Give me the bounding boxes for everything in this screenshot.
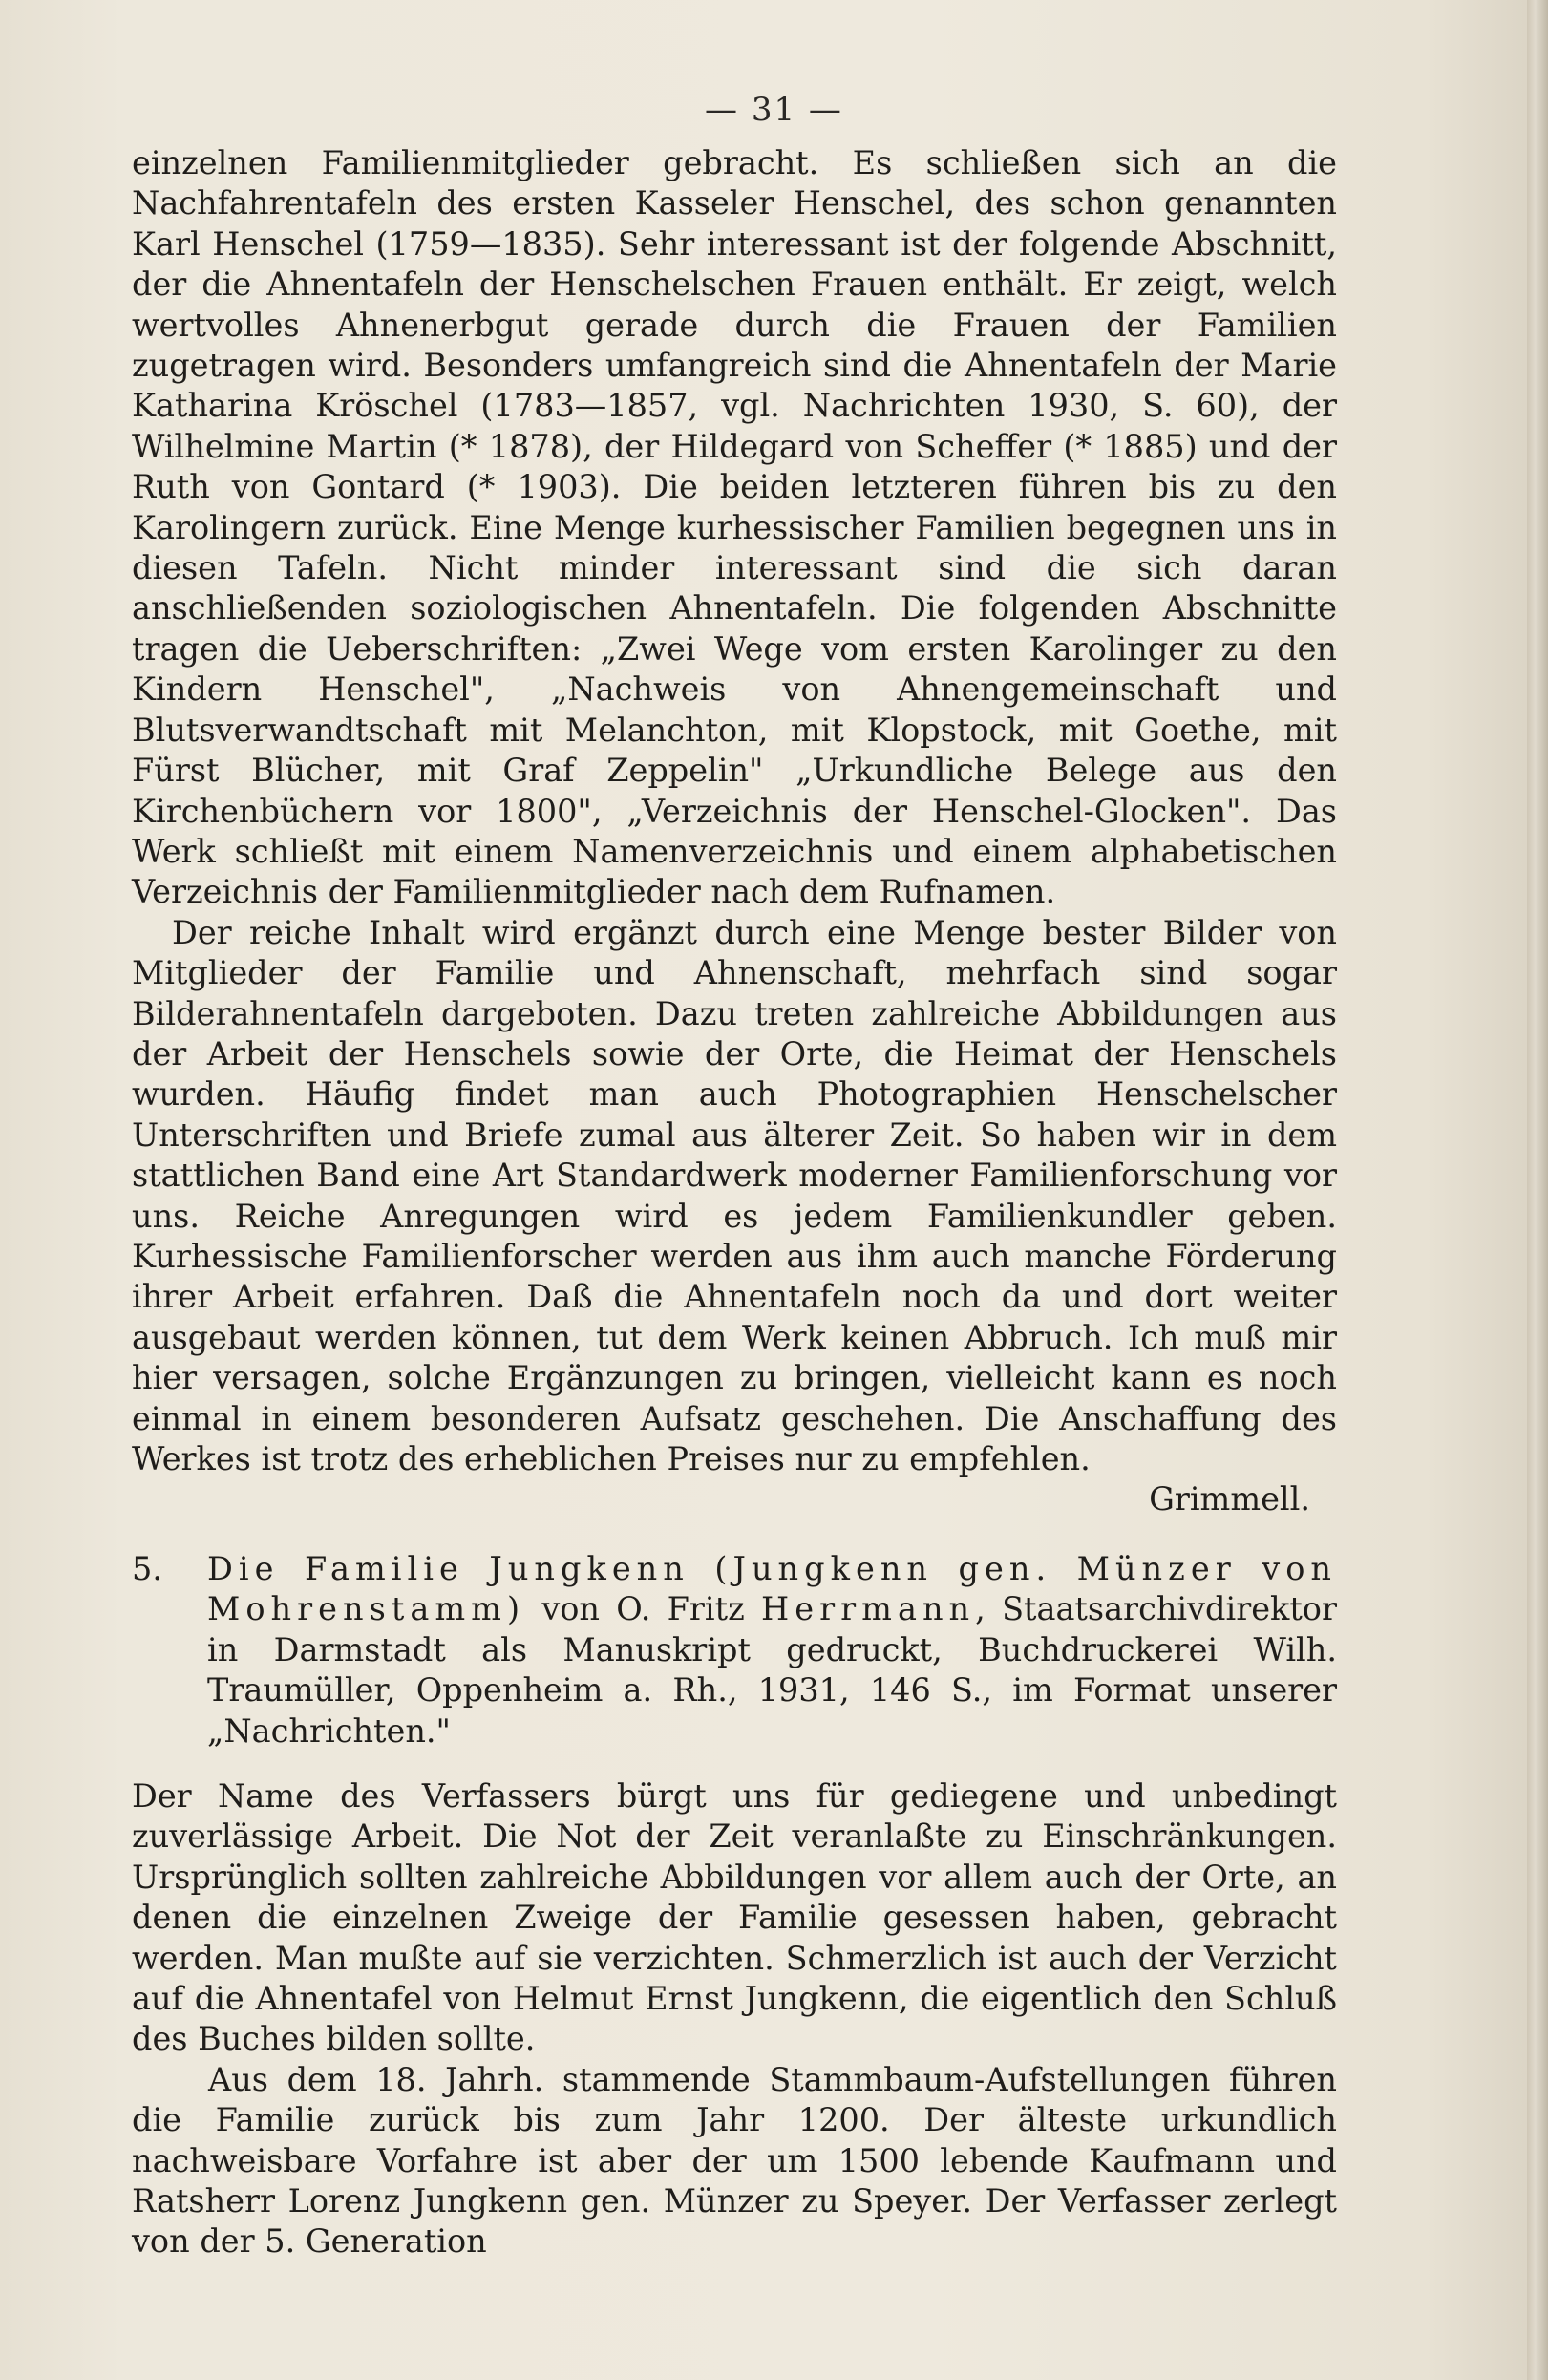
entry-title: Die Familie Jungkenn (Jungkenn gen. Münzer von Mohrenstamm) — [207, 1550, 1337, 1628]
entry-text — [207, 1549, 1337, 1752]
paragraph: Der Name des Verfassers bürgt uns für gediegene und unbedingt zuverlässige Arbeit. Die Not der Zeit veranlaßte zu Einschränkungen. Ursprünglich sollten zahlreiche Abbildungen vor allem auch der Orte, an denen die einzelnen Zweige der Familie gesessen haben, gebracht werden. Man mußte auf sie verzichten. Schmerzlich ist auch der Verzicht auf die Ahnentafel von Helmut Ernst Jungkenn, die eigentlich den Schluß des Buches bilden sollte. — [132, 1777, 1337, 2058]
entry-number: 5. — [132, 1550, 162, 1587]
entry-author-prefix: von O. Fritz — [541, 1590, 745, 1628]
paragraph: einzelnen Familienmitglieder gebracht. Es schließen sich an die Nachfahrentafeln des ersten Kasseler Henschel, des schon genannten Karl Henschel (1759—1835). Sehr interessant ist der folgende Abschnitt, der die Ahnentafeln der Henschelschen Frauen enthält. Er zeigt, welch wertvolles Ahnenerbgut gerade durch die Frauen der Familien zugetragen wird. Besonders umfangreich sind die Ahnentafeln der Marie Katharina Kröschel (1783—1857, vgl. Nachrichten 1930, S. 60), der Wilhelmine Martin (* 1878), der Hildegard von Scheffer (* 1885) und der Ruth von Gontard (* 1903). Die beiden letzteren führen bis zu den Karolingern zurück. Eine Menge kurhessischer Familien begegnen uns in diesen Tafeln. Nicht minder interessant sind die sich daran anschließenden soziologischen Ahnentafeln. Die folgenden Abschnitte tragen die Ueberschriften: „Zwei Wege vom ersten Karolinger zu den Kindern Henschel", „Nachweis von Ahnengemeinschaft und Blutsverwandtschaft mit Melanchton, mit Klopstock, mit Goethe, mit Fürst Blücher, mit Graf Zeppelin" „Urkundliche Belege aus den Kirchenbüchern vor 1800", „Verzeichnis der Henschel-Glocken". Das Werk schließt mit einem Namenverzeichnis und einem alphabetischen Verzeichnis der Familienmitglieder nach dem Rufnamen. — [132, 144, 1337, 911]
bibliography-entry — [132, 1549, 1337, 1752]
entry-details: , Staatsarchivdirektor in Darmstadt als Manuskript gedruckt, Buchdruckerei Wilh. Traumüller, Oppenheim a. Rh., 1931, 146 S., im Format unserer „Nachrichten." — [207, 1590, 1337, 1750]
review-jungkenn — [132, 1776, 1337, 2263]
page-number: — 31 — — [705, 91, 843, 129]
entry-author-name: Herrmann — [760, 1590, 976, 1628]
page-edge — [1527, 0, 1548, 2380]
paragraph: Aus dem 18. Jahrh. stammende Stammbaum-Aufstellungen führen die Familie zurück bis zum Jahr 1200. Der älteste urkundlich nachweisbare Vorfahre ist aber der um 1500 lebende Kaufmann und Ratsherr Lorenz Jungkenn gen. Münzer zu Speyer. Der Verfasser zerlegt von der 5. Generation — [132, 2060, 1337, 2261]
review-grimmell — [132, 143, 1337, 1520]
paragraph: Der reiche Inhalt wird ergänzt durch eine Menge bester Bilder von Mitglieder der Familie und Ahnenschaft, mehrfach sind sogar Bilderahnentafeln dargeboten. Dazu treten zahlreiche Abbildungen aus der Arbeit der Henschels sowie der Orte, die Heimat der Henschels wurden. Häufig findet man auch Photographien Henschelscher Unterschriften und Briefe zumal aus älterer Zeit. So haben wir in dem stattlichen Band eine Art Standardwerk moderner Familienforschung vor uns. Reiche Anregungen wird es jedem Familienkundler geben. Kurhessische Familienforscher werden aus ihm auch manche Förderung ihrer Arbeit erfahren. Daß die Ahnentafeln noch da und dort weiter ausgebaut werden können, tut dem Werk keinen Abbruch. Ich muß mir hier versagen, solche Ergänzungen zu bringen, vielleicht kann es noch einmal in einem besonderen Aufsatz geschehen. Die Anschaffung des Werkes ist trotz des erheblichen Preises nur zu empfehlen. — [132, 913, 1337, 1477]
reviewer-signature: Grimmell. — [1149, 1480, 1310, 1519]
